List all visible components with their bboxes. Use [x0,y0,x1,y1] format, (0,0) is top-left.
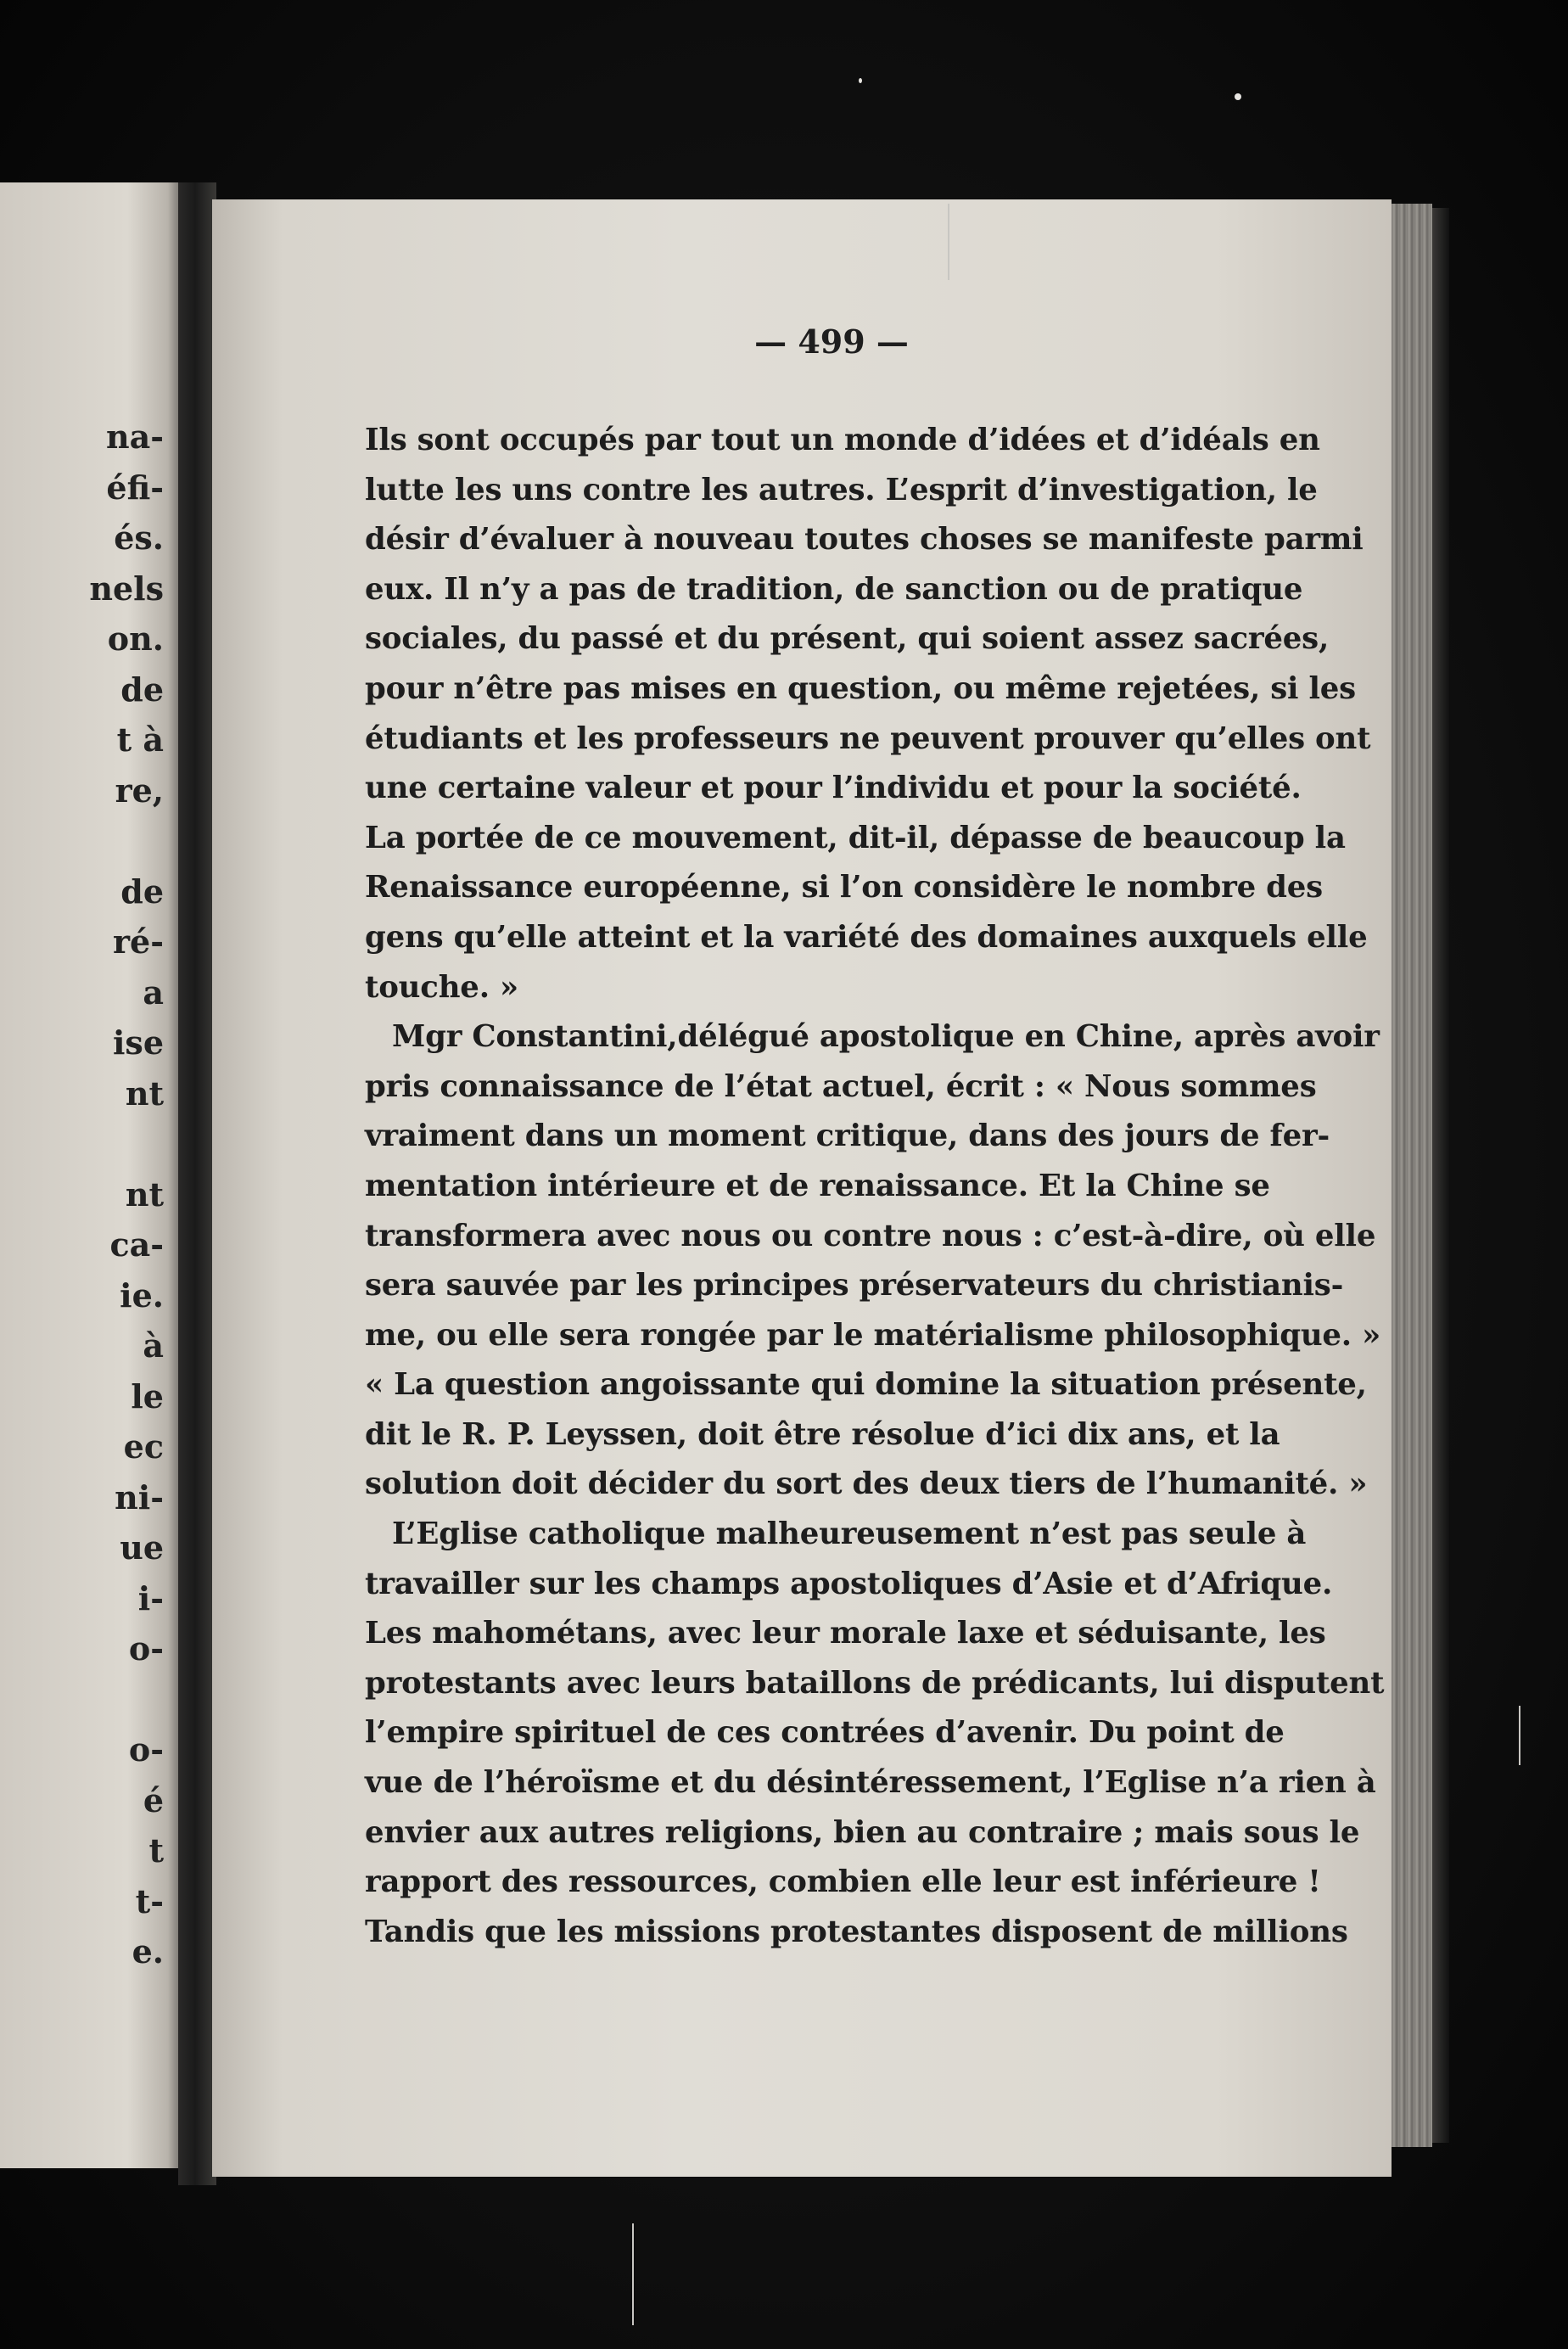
left-page-fragment: e. [132,1932,164,1971]
left-page-fragment: ré- [113,922,164,961]
left-page-fragment: ie. [120,1275,164,1315]
text-line: transformera avec nous ou contre nous : c’est-à-dire, où elle [365,1218,1376,1253]
left-page-fragment: ni- [115,1477,164,1516]
text-line: rapport des ressources, combien elle leur est inférieure ! [365,1864,1321,1900]
book-gutter [178,182,216,2185]
left-page-fragment: ise [112,1023,164,1062]
text-line: Les mahométans, avec leur morale laxe et séduisante, les [365,1616,1326,1651]
hair-artifact [1519,1706,1520,1765]
left-page-fragment: éfi- [106,468,164,507]
page-stack-edge [1392,204,1432,2147]
left-facing-page [0,182,182,2168]
left-page-fragment: le [131,1376,164,1416]
hair-artifact [632,2223,634,2325]
left-page-fragment: t à [116,720,164,759]
left-page-fragment [0,1118,182,1169]
left-page-fragment [0,816,182,866]
text-line: une certaine valeur et pour l’individu et pour la société. [365,771,1302,806]
text-line: sera sauvée par les principes préservateurs du christianis- [365,1268,1344,1303]
left-page-fragment: nels [89,569,164,608]
text-line: protestants avec leurs bataillons de prédicants, lui disputent [365,1665,1385,1701]
text-line: vraiment dans un moment critique, dans des jours de fer- [365,1118,1330,1154]
text-line: travailler sur les champs apostoliques d’Asie et d’Afrique. [365,1566,1333,1601]
text-line: mentation intérieure et de renaissance. Et la Chine se [365,1168,1270,1203]
left-page-fragment: t- [135,1881,164,1920]
hair-artifact [948,204,949,280]
text-line: pour n’être pas mises en question, ou même rejetées, si les [365,670,1356,706]
text-line: « La question angoissante qui domine la situation présente, [365,1367,1367,1403]
text-line: Ils sont occupés par tout un monde d’idées et d’idéals en [365,423,1320,457]
text-line: pris connaissance de l’état actuel, écrit : « Nous sommes [365,1068,1317,1104]
left-page-fragment: on. [107,619,164,658]
left-page-fragment: ue [120,1528,164,1567]
text-line: gens qu’elle atteint et la variété des domaines auxquels elle [365,919,1368,955]
page-number: — 499 — [754,322,909,361]
left-page-fragment: o- [128,1629,164,1668]
dust-speck [1235,93,1241,100]
left-page-fragment: à [143,1326,164,1365]
left-page-fragment: ec [123,1427,164,1466]
text-line: vue de l’héroïsme et du désintéressement, l’Eglise n’a rien à [365,1765,1376,1801]
text-line: L’Eglise catholique malheureusement n’est pas seule à [392,1516,1307,1552]
text-line: La portée de ce mouvement, dit-il, dépasse de beaucoup la [365,820,1346,855]
left-page-fragment: de [120,670,164,709]
text-line: Mgr Constantini,délégué apostolique en Chine, après avoir [392,1019,1380,1055]
text-line: solution doit décider du sort des deux tiers de l’humanité. » [365,1466,1368,1502]
left-page-fragment [0,1674,182,1725]
text-line: lutte les uns contre les autres. L’esprit d’investigation, le [365,472,1318,507]
left-page-fragment: t [148,1831,164,1870]
text-line: touche. » [365,969,519,1005]
left-page-fragment: de [120,872,164,911]
left-page-fragment: o- [128,1730,164,1769]
body-text [365,416,1385,1957]
text-line: eux. Il n’y a pas de tradition, de sanction ou de pratique [365,571,1303,607]
text-line: désir d’évaluer à nouveau toutes choses se manifeste parmi [365,522,1364,558]
text-line: sociales, du passé et du présent, qui soient assez sacrées, [365,621,1330,657]
dust-speck [859,78,862,83]
left-page-fragment: nt [125,1174,164,1214]
left-page-fragment: és. [114,519,164,557]
text-line: me, ou elle sera rongée par le matérialisme philosophique. » [365,1317,1381,1353]
page-edge-shadow [1432,208,1449,2143]
text-line: Renaissance européenne, si l’on considère le nombre des [365,870,1323,905]
text-line: envier aux autres religions, bien au contraire ; mais sous le [365,1814,1360,1850]
left-page-fragment: re, [115,771,164,810]
text-line: Tandis que les missions protestantes disposent de millions [365,1914,1348,1949]
left-page-fragment: i- [137,1578,164,1617]
text-line: étudiants et les professeurs ne peuvent prouver qu’elles ont [365,720,1371,756]
text-line: l’empire spirituel de ces contrées d’avenir. Du point de [365,1715,1285,1751]
left-page-fragment: ca- [109,1225,164,1264]
left-page-fragment: é [143,1780,164,1819]
left-page-fragment: nt [125,1074,164,1113]
text-line: dit le R. P. Leyssen, doit être résolue d’ici dix ans, et la [365,1416,1280,1452]
left-page-fragment: a [143,973,164,1012]
left-page-text-fragments [0,412,182,1977]
left-page-fragment: na- [105,418,164,456]
